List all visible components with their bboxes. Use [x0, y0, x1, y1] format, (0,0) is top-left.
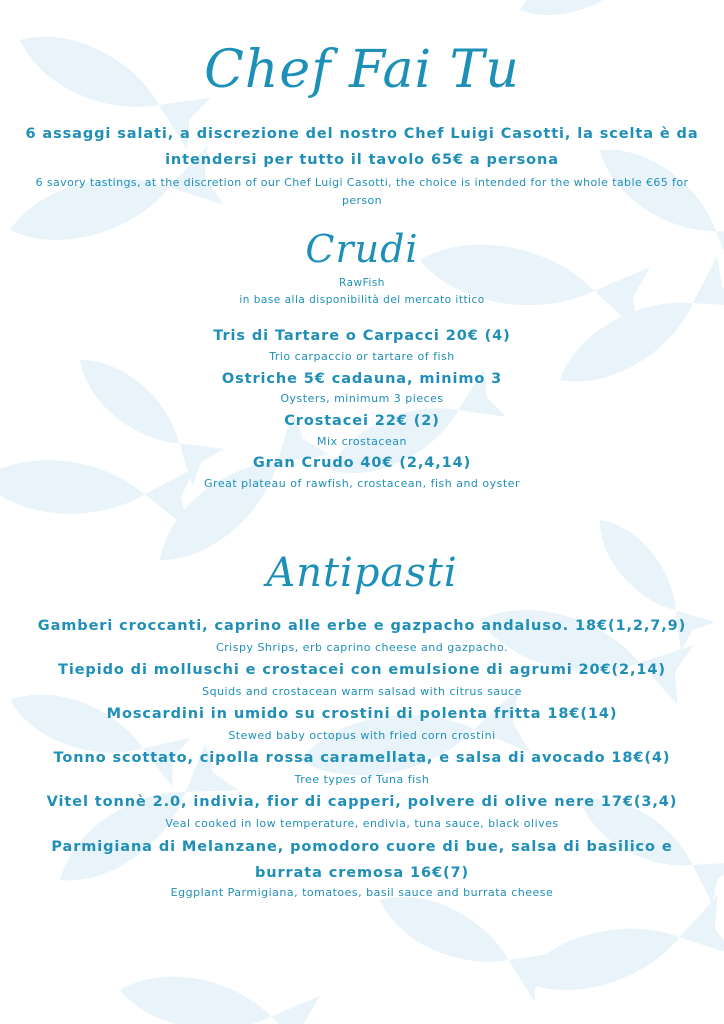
- intro-english: 6 savory tastings, at the discretion of our Chef Luigi Casotti, the choice is intended for the whole table €65 for person: [35, 176, 689, 207]
- crudi-section-title: Crudi: [305, 227, 419, 271]
- antipasti-dish-name: Vitel tonnè 2.0, indivia, fior di capperi, polvere di olive nere 17€(3,4): [46, 794, 678, 810]
- crudi-dish-name: Crostacei 22€ (2): [284, 413, 440, 429]
- antipasti-dish-name: Tiepido di molluschi e crostacei con emulsione di agrumi 20€(2,14): [58, 662, 666, 678]
- antipasti-dish-description: Eggplant Parmigiana, tomatoes, basil sauce and burrata cheese: [170, 886, 554, 899]
- crudi-dish-description: Mix crostacean: [317, 435, 407, 448]
- crudi-dish-description: Oysters, minimum 3 pieces: [280, 392, 444, 405]
- menu-title: Chef Fai Tu: [204, 40, 520, 100]
- crudi-dish-name: Gran Crudo 40€ (2,4,14): [252, 455, 472, 471]
- antipasti-dish-name: Moscardini in umido su crostini di polenta fritta 18€(14): [106, 706, 618, 722]
- antipasti-dish-description: Crispy Shrips, erb caprino cheese and gazpacho.: [215, 641, 509, 654]
- intro-italian: 6 assaggi salati, a discrezione del nostro Chef Luigi Casotti, la scelta è da intendersi per tutto il tavolo 65€ a persona: [25, 126, 699, 168]
- antipasti-dish-name: Parmigiana di Melanzane, pomodoro cuore di bue, salsa di basilico e burrata cremosa 16€(7): [51, 839, 673, 881]
- antipasti-section-title: Antipasti: [266, 550, 458, 596]
- antipasti-dish-description: Stewed baby octopus with fried corn crostini: [228, 729, 496, 742]
- antipasti-dish-description: Tree types of Tuna fish: [294, 773, 430, 786]
- crudi-dish-description: Trio carpaccio or tartare of fish: [269, 350, 455, 363]
- crudi-dish-name: Tris di Tartare o Carpacci 20€ (4): [213, 328, 511, 344]
- crudi-dish-name: Ostriche 5€ cadauna, minimo 3: [221, 371, 503, 387]
- crudi-availability-note: in base alla disponibilità del mercato ittico: [239, 294, 485, 306]
- antipasti-dish-name: Gamberi croccanti, caprino alle erbe e gazpacho andaluso. 18€(1,2,7,9): [37, 618, 687, 634]
- antipasti-dish-description: Veal cooked in low temperature, endivia, tuna sauce, black olives: [165, 817, 559, 830]
- antipasti-dish-description: Squids and crostacean warm salsad with citrus sauce: [202, 685, 522, 698]
- crudi-subtitle: RawFish: [339, 277, 385, 289]
- antipasti-dish-name: Tonno scottato, cipolla rossa caramellata, e salsa di avocado 18€(4): [53, 750, 671, 766]
- crudi-dish-description: Great plateau of rawfish, crostacean, fish and oyster: [204, 477, 520, 490]
